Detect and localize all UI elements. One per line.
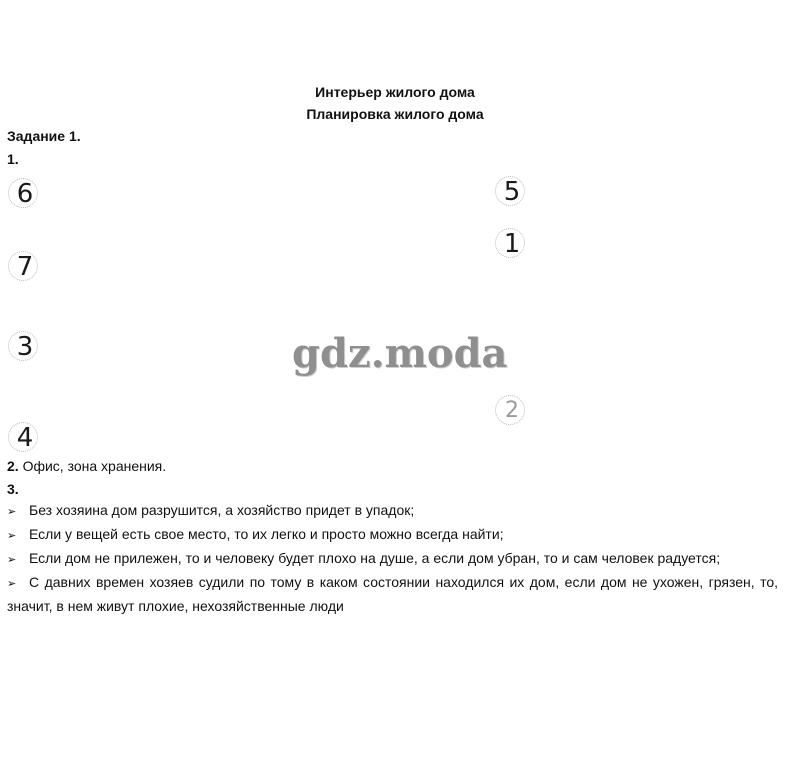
plan-label-7 xyxy=(10,253,40,281)
plan-label-1 xyxy=(497,230,527,258)
page-subtitle: Планировка жилого дома xyxy=(306,106,484,122)
list-item xyxy=(7,547,778,571)
list-item-text: Без хозяина дом разрушится, а хозяйство придет в упадок; xyxy=(29,502,415,518)
plan-label-circle xyxy=(495,228,525,258)
part-2-line xyxy=(7,458,166,474)
plan-label-circle xyxy=(495,395,525,425)
plan-label-text: 4 xyxy=(16,423,34,453)
page-title: Интерьер жилого дома xyxy=(315,84,475,100)
plan-label-5 xyxy=(497,178,527,206)
plan-label-text: 5 xyxy=(503,177,521,207)
plan-label-text: 3 xyxy=(16,332,34,362)
plan-label-circle xyxy=(8,251,38,281)
answers-list xyxy=(7,499,778,617)
plan-label-4 xyxy=(10,424,40,452)
plan-label-circle xyxy=(495,176,525,206)
watermark: gdz.moda xyxy=(292,330,508,377)
list-item xyxy=(7,499,778,523)
arrow-bullet-icon: ➢ xyxy=(7,529,17,542)
task-heading: Задание 1. xyxy=(7,128,81,144)
arrow-bullet-icon: ➢ xyxy=(7,577,17,590)
list-item xyxy=(7,571,778,617)
part-2-text: Офис, зона хранения. xyxy=(18,458,167,474)
plan-label-circle xyxy=(8,422,38,452)
plan-label-3 xyxy=(10,333,40,361)
plan-label-6 xyxy=(10,180,40,208)
arrow-bullet-icon: ➢ xyxy=(7,505,17,518)
plan-label-circle xyxy=(8,331,38,361)
plan-label-text: 2 xyxy=(505,398,519,423)
arrow-bullet-icon: ➢ xyxy=(7,553,17,566)
plan-label-text: 1 xyxy=(503,229,521,259)
part-1-label: 1. xyxy=(7,151,19,167)
plan-label-text: 6 xyxy=(16,179,34,209)
list-item-text: С давних времен хозяев судили по тому в каком состоянии находился их дом, если дом не ухожен, грязен, то, значит, в нем живут плохие, нехозяйственные люди xyxy=(7,574,778,614)
list-item-text: Если дом не прилежен, то и человеку будет плохо на душе, а если дом убран, то и сам человек радуется; xyxy=(29,550,721,566)
plan-label-2 xyxy=(497,397,527,425)
plan-label-circle xyxy=(8,178,38,208)
list-item-text: Если у вещей есть свое место, то их легко и просто можно всегда найти; xyxy=(29,526,504,542)
part-2-label: 2. xyxy=(7,458,19,474)
plan-label-text: 7 xyxy=(16,252,34,282)
part-3-label: 3. xyxy=(7,481,19,497)
list-item xyxy=(7,523,778,547)
